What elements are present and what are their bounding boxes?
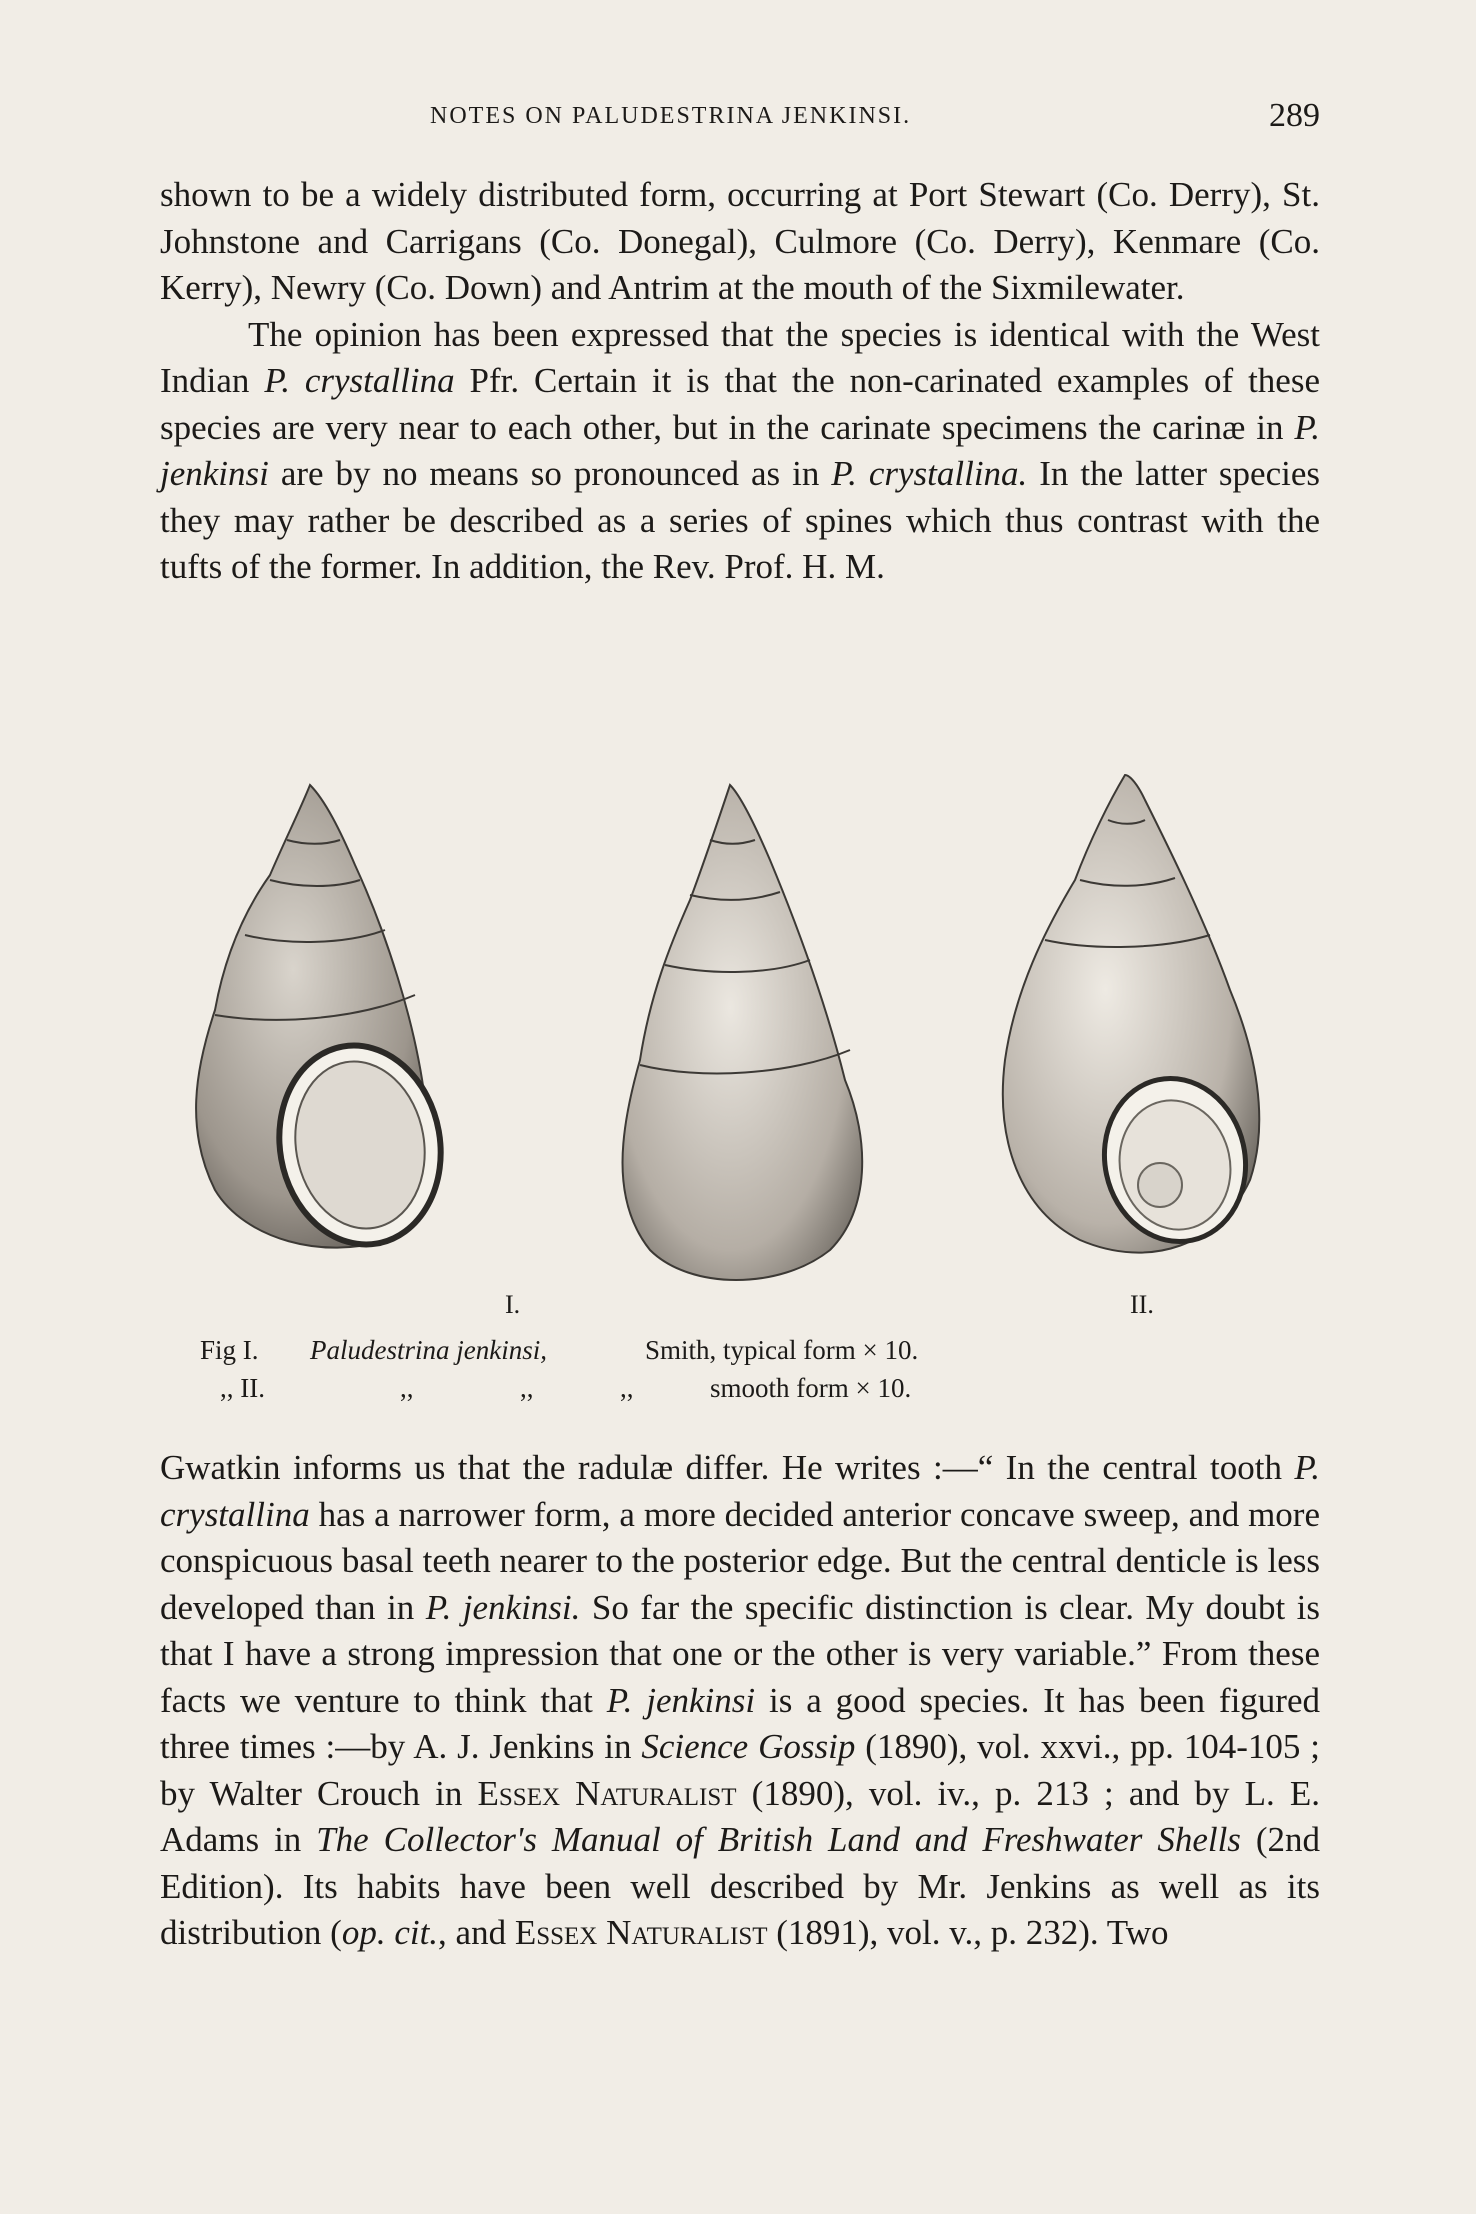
caption-ditto: ,, [620, 1373, 634, 1403]
caption-ditto: ,, [520, 1373, 534, 1403]
caption-description: Smith, typical form × 10. [645, 1335, 919, 1365]
text-run: has a narrower form, a more decided anterior concave sweep, and more conspicuous basal teeth nearer to the posterior edge. But the central denticle is less developed than in [160, 1494, 1320, 1627]
text-run: The opinion has been expressed that the species is identical with the West Indian [160, 314, 1320, 400]
citation-abbrev: op. cit. [341, 1913, 439, 1952]
text-run: (1890), vol. xxvi., pp. 104-105 ; by Walter Crouch in [160, 1727, 1320, 1813]
figure-label-2: II. [1130, 1290, 1154, 1319]
paragraph [160, 1445, 1320, 1957]
text-run: are by no means so pronounced as in [268, 454, 832, 493]
running-title: NOTES ON PALUDESTRINA JENKINSI. [430, 103, 912, 129]
publication-title: The Collector's Manual of British Land and Freshwater Shells [316, 1820, 1241, 1859]
caption-fig-number: ,, II. [220, 1373, 265, 1403]
caption-species: Paludestrina jenkinsi, [310, 1335, 547, 1365]
shell-illustration-dorsal [570, 780, 900, 1300]
species-name: P. jenkinsi [606, 1680, 756, 1720]
text-run: (2nd Edition). Its habits have been well described by Mr. Jenkins as well as its distribution ( [160, 1820, 1320, 1952]
text-run: shown to be a widely distributed form, occurring at Port Stewart (Co. Derry), St. Johnstone and Carrigans (Co. Donegal), Culmore (Co. Derry), Kenmare (Co. Kerry), Newry (Co. Down) and Antrim at the mouth of the Sixmilewater. [160, 175, 1320, 307]
caption-description: smooth form × 10. [710, 1373, 912, 1403]
shell-figure [160, 770, 1320, 1380]
paragraph [160, 172, 1320, 312]
species-name: P. crystallina. [831, 454, 1028, 493]
text-run: is a good species. It has been figured three times :—by A. J. Jenkins in [160, 1680, 1320, 1766]
caption-fig-number: Fig I. [200, 1335, 259, 1365]
text-run: So far the specific distinction is clear. My doubt is that I have a strong impression that one or the other is very variable.” From these facts we venture to think that [160, 1587, 1321, 1720]
shell-illustration-typical [175, 770, 535, 1270]
species-name: P. crystallina [160, 1448, 1320, 1534]
text-run: , and [438, 1913, 515, 1952]
page-number: 289 [1269, 97, 1320, 134]
species-name: P. jenkinsi. [425, 1587, 581, 1627]
text-run: Pfr. Certain it is that the non-carinated examples of these species are very near to each other, but in the carinate specimens the carinæ in [160, 361, 1320, 447]
species-name: P. crystallina [264, 361, 455, 400]
publication-title: Essex Naturalist [514, 1913, 768, 1952]
caption-line-1 [200, 1335, 1160, 1371]
text-run: (1891), vol. v., p. 232). Two [767, 1913, 1169, 1952]
shell-illustration-smooth [960, 770, 1290, 1270]
text-run: Gwatkin informs us that the radulæ differ. He writes :—“ In the central tooth [160, 1448, 1295, 1487]
caption-ditto: ,, [400, 1373, 414, 1403]
text-run: (1890), vol. iv., p. 213 ; and by L. E. Adams in [160, 1773, 1320, 1859]
species-name: P. jenkinsi [160, 407, 1320, 493]
text-run: In the latter species they may rather be described as a series of spines which thus contrast with the tufts of the former. In addition, the Rev. Prof. H. M. [160, 454, 1320, 586]
publication-title: Science Gossip [641, 1727, 856, 1766]
running-head [160, 97, 1320, 143]
figure-label-1: I. [505, 1290, 521, 1319]
upper-text-block [160, 172, 1320, 591]
caption-line-2 [200, 1373, 1160, 1409]
publication-title: Essex Naturalist [477, 1773, 737, 1813]
lower-text-block [160, 1445, 1320, 1957]
paragraph [160, 312, 1320, 591]
